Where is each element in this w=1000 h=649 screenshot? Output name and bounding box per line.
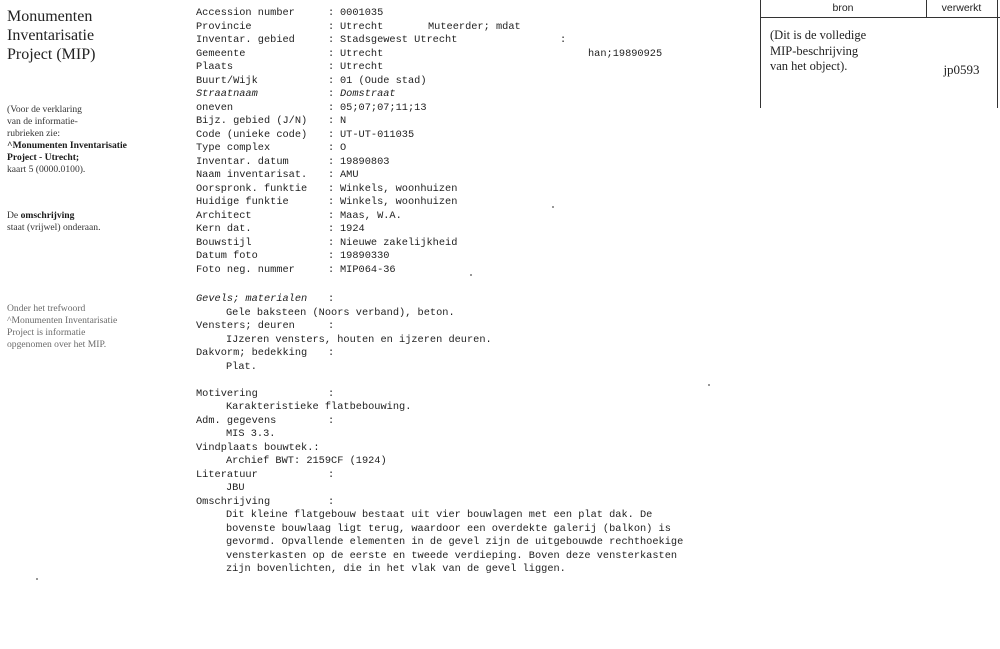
section-label: Vensters; deuren [196, 320, 295, 332]
source-box [760, 0, 1000, 108]
section-label: Motivering [196, 387, 258, 400]
section-text: gevormd. Opvallende elementen in de gevel zijn de uitgebouwde rechthoekige [226, 536, 684, 548]
section-heading [196, 388, 683, 402]
section-colon: : [328, 468, 335, 481]
source-note-line: (Dit is de volledige [770, 28, 867, 42]
field-label: Accession number [196, 7, 295, 19]
note-line: ^Monumenten Inventarisatie [7, 315, 118, 326]
field-value: Stadsgewest Utrecht [340, 34, 458, 46]
field-label: Naam inventarisat. [196, 169, 308, 181]
section-text: bovenste bouwlaag ligt terug, waardoor een overdekte galerij (balkon) is [226, 522, 671, 535]
note-line: kaart 5 (0000.0100). [7, 164, 86, 175]
field-value: 19890330 [340, 250, 390, 262]
field-label: Kern dat. [196, 223, 252, 235]
field-value: UT-UT-011035 [340, 128, 415, 141]
section-text: zijn bovenlichten, die in het vlak van de gevel liggen. [226, 563, 566, 575]
document-title [7, 7, 187, 64]
scan-speck [36, 578, 38, 580]
section-text: Karakteristieke flatbebouwing. [226, 401, 412, 413]
section-label: Adm. gegevens [196, 414, 277, 427]
field-colon: : [328, 196, 335, 208]
section-colon: : [328, 320, 335, 332]
field-colon: : [328, 128, 335, 141]
field-value: N [340, 115, 347, 127]
field-label: Straatnaam [196, 88, 258, 100]
section-gap [196, 374, 683, 388]
field-colon: : [328, 61, 335, 73]
field-colon: : [328, 223, 335, 235]
field-value: Maas, W.A. [340, 209, 402, 222]
field-label: Code (unieke code) [196, 128, 308, 141]
field-label: Oorspronk. funktie [196, 182, 308, 195]
field-value: Utrecht [340, 20, 384, 33]
title-line: Inventarisatie [7, 27, 95, 44]
record-sections [196, 293, 683, 577]
section-colon: : [328, 414, 335, 427]
note-text: De [7, 210, 21, 221]
section-text: Gele baksteen (Noors verband), beton. [226, 306, 455, 319]
section-label: Dakvorm; bedekking [196, 347, 308, 359]
section-label: Vindplaats bouwtek.: [196, 441, 320, 454]
field-value: 1924 [340, 223, 365, 235]
title-line: Monumenten [7, 8, 93, 25]
note-line: staat (vrijwel) onderaan. [7, 222, 101, 233]
field-label: Type complex [196, 142, 271, 154]
box-header-rule [760, 17, 1000, 18]
note-keyword: Project [7, 327, 35, 338]
mutation-meta [428, 7, 663, 60]
field-colon: : [328, 101, 335, 114]
source-note-line: MIP-beschrijving [770, 43, 859, 58]
section-text: IJzeren vensters, houten en ijzeren deuren. [226, 333, 492, 346]
section-heading [196, 469, 683, 483]
field-colon: : [328, 34, 335, 46]
meta-label: Muteerder; mdat [428, 20, 521, 33]
note-text: is informatie [34, 327, 86, 338]
field-colon: : [328, 236, 335, 249]
field-value: 05;07;07;11;13 [340, 101, 427, 114]
meta-colon: : [560, 34, 567, 46]
section-colon: : [328, 495, 335, 508]
header-bron: bron [832, 2, 854, 14]
section-label: Gevels; materialen [196, 293, 308, 305]
field-label: Inventar. gebied [196, 34, 295, 46]
note-line: rubrieken zie: [7, 128, 61, 139]
section-label: Literatuur [196, 468, 258, 481]
scan-speck [552, 206, 554, 208]
field-label: Bouwstijl [196, 236, 252, 249]
field-label: Bijz. gebied (J/N) [196, 115, 308, 127]
margin-note-description [7, 210, 177, 234]
field-colon: : [328, 88, 335, 100]
field-label: Buurt/Wijk [196, 74, 258, 87]
section-text: Archief BWT: 2159CF (1924) [226, 455, 387, 467]
source-note-line: van het object). [770, 59, 848, 73]
scan-speck [708, 384, 710, 386]
field-colon: : [328, 250, 335, 262]
field-value: Domstraat [340, 88, 396, 100]
field-label: Huidige funktie [196, 196, 289, 208]
note-line: Onder het trefwoord [7, 303, 86, 314]
field-colon: : [328, 20, 335, 33]
field-label: Architect [196, 209, 252, 222]
field-colon: : [328, 155, 335, 168]
section-text: vensterkasten op de eerste en tweede verdieping. Boven deze vensterkasten [226, 549, 678, 562]
section-heading [196, 320, 683, 334]
margin-note-keyword [7, 303, 177, 351]
note-line: opgenomen over het MIP. [7, 339, 107, 350]
note-line-bold: Project - Utrecht; [7, 152, 80, 163]
field-value: 19890803 [340, 155, 390, 168]
field-colon: : [328, 115, 335, 127]
section-text: Plat. [226, 360, 257, 373]
section-text: JBU [226, 482, 245, 494]
meta-value: han;19890925 [588, 47, 663, 60]
field-colon: : [328, 142, 335, 154]
field-label: Gemeente [196, 47, 246, 60]
section-colon: : [328, 347, 335, 359]
field-label: oneven [196, 101, 234, 114]
note-line-bold: ^Monumenten Inventarisatie [7, 140, 127, 151]
field-value: Utrecht [340, 61, 384, 73]
note-keyword: omschrijving [20, 210, 75, 221]
section-heading [196, 442, 683, 456]
field-value: MIP064-36 [340, 263, 396, 276]
section-heading [196, 347, 683, 361]
field-value: AMU [340, 169, 359, 181]
scan-speck [470, 274, 472, 276]
field-value: Nieuwe zakelijkheid [340, 236, 458, 249]
field-colon: : [328, 47, 335, 60]
field-label: Plaats [196, 61, 234, 73]
field-colon: : [328, 263, 335, 276]
source-note [770, 28, 920, 75]
section-text: MIS 3.3. [226, 428, 276, 440]
section-colon: : [328, 293, 335, 305]
note-line: (Voor de verklaring [7, 104, 82, 115]
section-colon: : [328, 387, 335, 400]
field-value: Utrecht [340, 47, 384, 60]
field-colon: : [328, 169, 335, 181]
margin-note-explanation [7, 104, 177, 176]
field-label: Provincie [196, 20, 252, 33]
field-value: 0001035 [340, 7, 384, 19]
header-verwerkt: verwerkt [941, 2, 982, 14]
section-heading [196, 415, 683, 429]
section-heading [196, 496, 683, 510]
field-label: Datum foto [196, 250, 258, 262]
field-colon: : [328, 209, 335, 222]
section-heading [196, 293, 683, 307]
field-colon: : [328, 7, 335, 19]
field-value: Winkels, woonhuizen [340, 182, 458, 195]
field-value: O [340, 142, 347, 154]
section-label: Omschrijving [196, 495, 271, 508]
title-line: Project (MIP) [7, 46, 96, 63]
field-value: Winkels, woonhuizen [340, 196, 458, 208]
field-label: Foto neg. nummer [196, 263, 295, 276]
note-line: van de informatie- [7, 116, 78, 127]
section-text: Dit kleine flatgebouw bestaat uit vier bouwlagen met een plat dak. De [226, 509, 653, 521]
field-colon: : [328, 74, 335, 87]
processed-code: jp0593 [943, 62, 980, 77]
field-value: 01 (Oude stad) [340, 74, 427, 87]
field-label: Inventar. datum [196, 155, 289, 168]
field-colon: : [328, 182, 335, 195]
